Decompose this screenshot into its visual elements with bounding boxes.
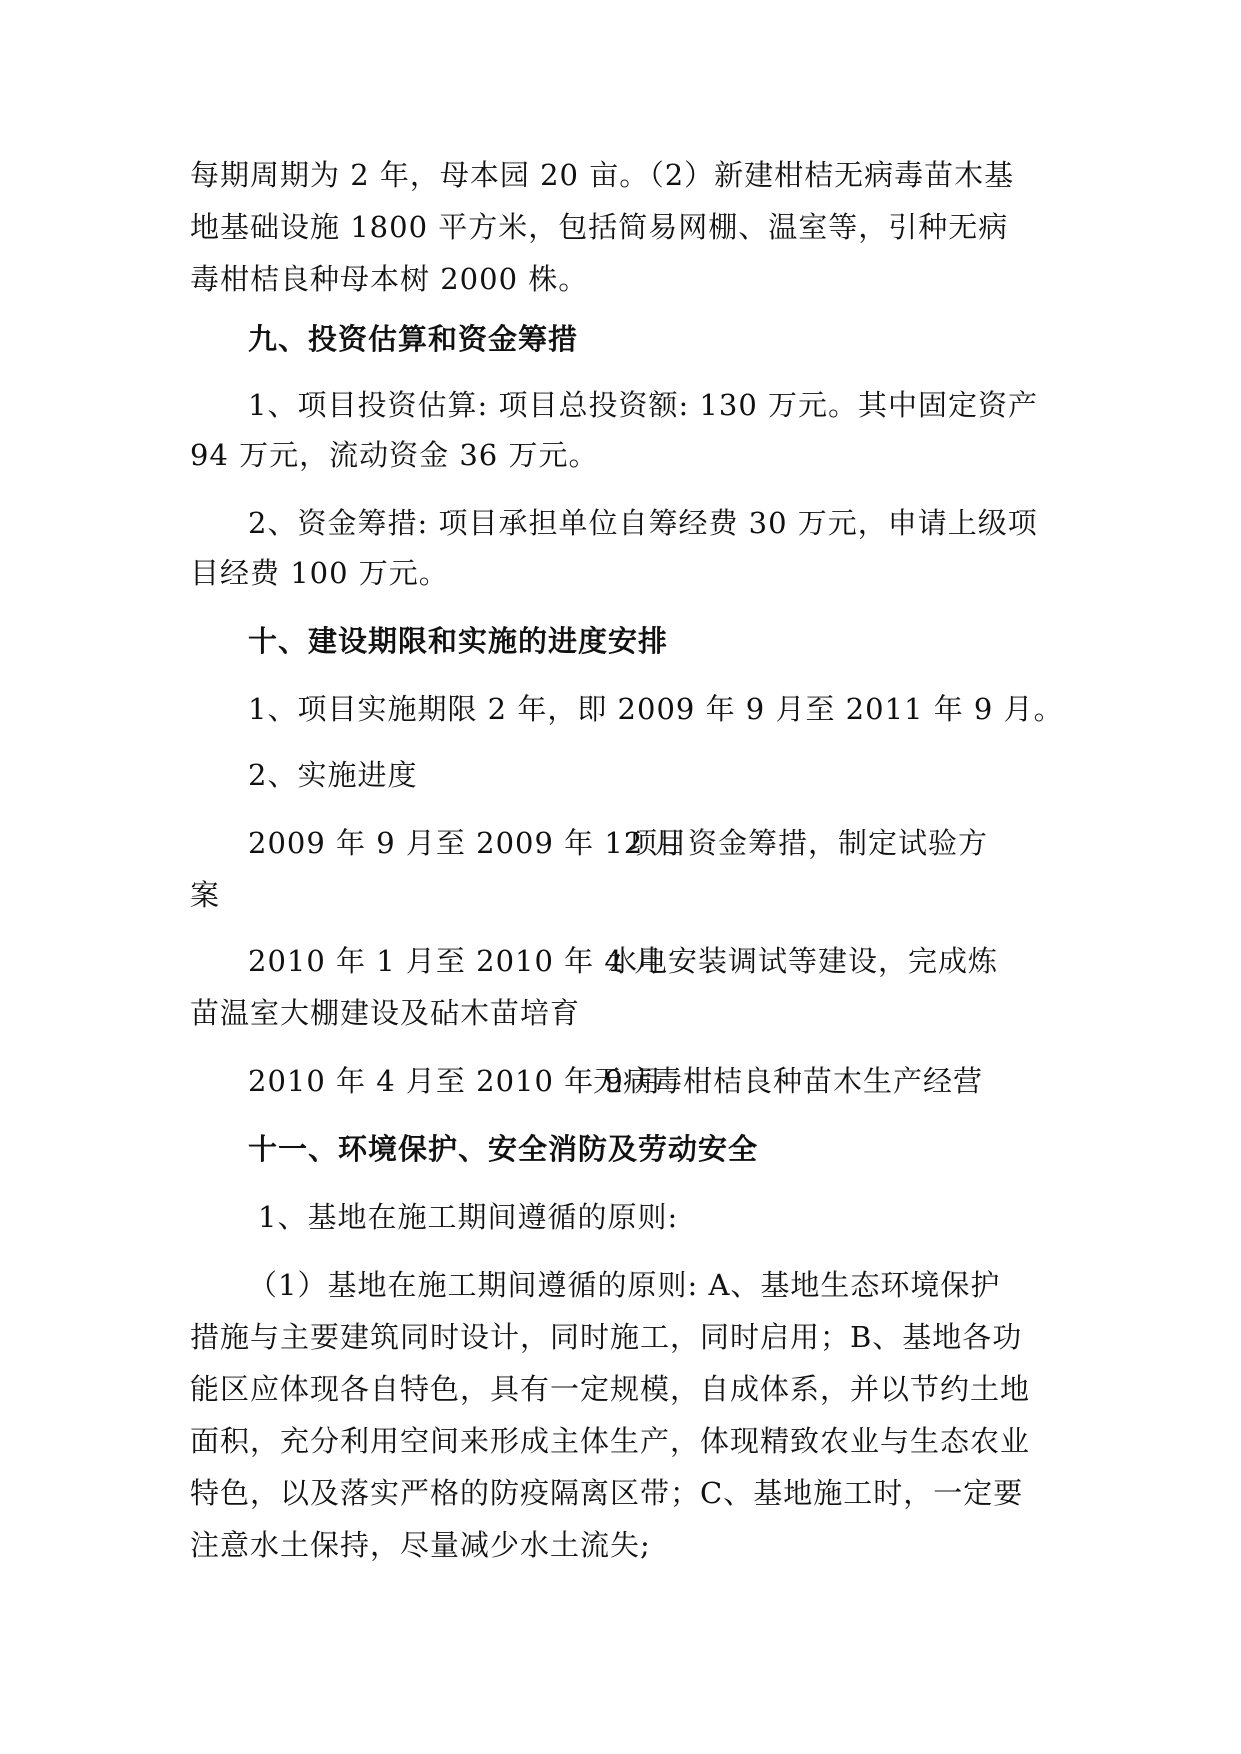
paragraph-line: 1、基地在施工期间遵循的原则: <box>258 1200 679 1234</box>
paragraph-line: 地基础设施 1800 平方米，包括简易网棚、温室等，引种无病 <box>190 210 1009 244</box>
schedule-row <box>190 941 1060 981</box>
section-heading-9: 九、投资估算和资金筹措 <box>248 322 579 356</box>
paragraph-line: 每期周期为 2 年，母本园 20 亩。（2）新建柑桔无病毒苗木基 <box>190 158 1015 192</box>
paragraph-line: 特色，以及落实严格的防疫隔离区带；C、基地施工时，一定要 <box>190 1476 1024 1510</box>
schedule-continuation: 案 <box>190 878 221 912</box>
section-heading-11: 十一、环境保护、安全消防及劳动安全 <box>248 1132 759 1166</box>
paragraph-line: 措施与主要建筑同时设计，同时施工，同时启用；B、基地各功 <box>190 1320 1023 1354</box>
schedule-period: 2010 年 1 月至 2010 年 4 月 <box>248 944 665 978</box>
paragraph-line: 目经费 100 万元。 <box>190 556 449 590</box>
schedule-task: 无病毒柑桔良种苗木生产经营 <box>593 1064 984 1098</box>
page-content <box>190 155 1064 1562</box>
schedule-continuation: 苗温室大棚建设及砧木苗培育 <box>190 996 581 1030</box>
paragraph-line: 注意水土保持，尽量减少水土流失; <box>190 1528 651 1562</box>
schedule-task: 水电安装调试等建设，完成炼 <box>608 944 999 978</box>
schedule-period: 2009 年 9 月至 2009 年 12 月 <box>248 826 684 860</box>
paragraph-line: 94 万元，流动资金 36 万元。 <box>190 438 599 472</box>
schedule-row <box>190 1061 1060 1101</box>
paragraph-line: 能区应体现各自特色，具有一定规模，自成体系，并以节约土地 <box>190 1372 1031 1406</box>
schedule-period: 2010 年 4 月至 2010 年 9 月 <box>248 1064 665 1098</box>
section-heading-10: 十、建设期限和实施的进度安排 <box>248 624 669 658</box>
paragraph-line: 2、资金筹措: 项目承担单位自筹经费 30 万元，申请上级项 <box>248 506 1038 540</box>
paragraph-line: 面积，充分利用空间来形成主体生产，体现精致农业与生态农业 <box>190 1424 1031 1458</box>
paragraph-line: 毒柑桔良种母本树 2000 株。 <box>190 262 589 296</box>
paragraph-line: （1）基地在施工期间遵循的原则: A、基地生态环境保护 <box>248 1268 1001 1302</box>
paragraph-line: 1、项目投资估算: 项目总投资额: 130 万元。其中固定资产 <box>248 388 1038 422</box>
paragraph-line: 1、项目实施期限 2 年，即 2009 年 9 月至 2011 年 9 月。 <box>248 692 1064 726</box>
paragraph-line: 2、实施进度 <box>248 758 418 792</box>
schedule-row <box>190 823 1060 863</box>
schedule-task: 项目资金筹措，制定试验方 <box>628 826 989 860</box>
